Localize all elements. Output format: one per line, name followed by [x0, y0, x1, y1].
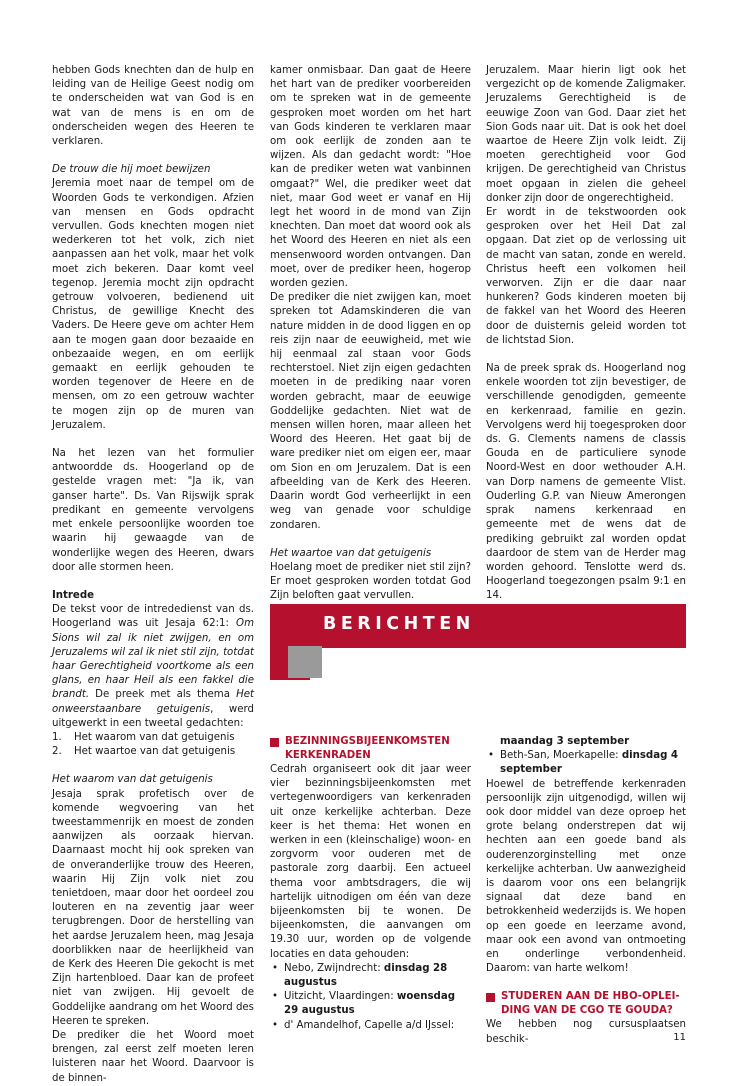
subheading: De trouw die hij moet bewijzen [52, 164, 211, 176]
section-heading: Intrede [52, 589, 95, 601]
list-item: • Nebo, Zwijndrecht: dinsdag 28 augustus [272, 962, 448, 989]
list-item: • d' Amandelhof, Capelle a/d IJssel: [272, 1019, 455, 1031]
column-3 [486, 64, 686, 632]
page-number: 11 [673, 1032, 686, 1043]
decorative-square [288, 646, 322, 678]
paragraph: hebben Gods knechten dan de hulp en leiding van de Heilige Geest nodig om te onderscheiden wat van God is en wat van de mens is en om de onderscheiden wegen des Heeren te verklaren. [52, 65, 254, 148]
news-heading: STUDEREN AAN DE HBO-OPLEI- DING VAN DE CGO TE GOUDA? [486, 990, 686, 1018]
paragraph: Na het lezen van het formulier antwoordde ds. Hoogerland op de gestelde vragen met: "Ja ik, van ganser harte". Ds. Van Rijswijk sprak predikant en gemeente vervolgens met enkele persoonlijke woorden toe waarin hij gewaagde van de wonderlijke wegen des Heeren, dwars door alle stormen heen. [52, 448, 254, 573]
news-heading: BEZINNINGSBIJEENKOMSTEN KERKENRADEN [270, 735, 471, 763]
news-column-1 [270, 735, 471, 1033]
list-item: • Uitzicht, Vlaardingen: woensdag 29 augustus [272, 991, 456, 1017]
paragraph: Hoelang moet de prediker niet stil zijn? Er moet gesproken worden totdat God Zijn beloften gaat vervullen. [270, 561, 471, 602]
list-item: • Beth-San, Moerkapelle: dinsdag 4 september [488, 750, 679, 776]
column-2 [270, 64, 471, 618]
banner-title: BERICHTEN [323, 614, 475, 634]
subheading: Het waartoe van dat getuigenis [270, 547, 432, 559]
news-column-2 [486, 735, 686, 1047]
paragraph: We hebben nog cursusplaatsen beschik- [486, 1019, 686, 1045]
square-bullet-icon [486, 993, 495, 1002]
paragraph: Jesaja sprak profetisch over de komende wegvoering van het tweestammenrijk en moest de zonden aanwijzen als oorzaak hiervan. Daarnaast mocht hij ook spreken van de onveranderlijke trouw des Heeren, waarin Hij Zijn volk niet zou tenietdoen, maar door het oordeel zou louteren en na zeventig jaar weer terugbrengen. Door de herstelling van het aardse Jeruzalem heen, mag Jesaja doorblikken naar de heerlijkheid van de Kerk des Heeren Die gekocht is met Zijn hartenbloed. Daar kan de profeet niet van zwijgen. Hij gevoelt de Goddelijke aandrang om het Woord des Heeren te spreken. [52, 788, 254, 1027]
paragraph: Na de preek sprak ds. Hoogerland nog enkele woorden tot zijn bevestiger, de verschillende genodigden, gemeente en kerkenraad, familie en gezin. Vervolgens werd hij toegesproken door ds. G. Clements namens de classis Gouda en de particuliere synode Noord-West en door wethouder A.H. van Dorp namens de gemeente Vlist. Ouderling G.P. van Nieuw Amerongen sprak namens kerkenraad en gemeente met de wens dat de prediking gebruikt zal worden opdat daardoor de stem van de Herder mag worden gehoord. Tenslotte werd ds. Hoogerland toegezongen psalm 9:1 en 14. [486, 363, 686, 602]
column-1 [52, 64, 254, 1086]
paragraph: Er wordt in de tekstwoorden ook gesproken over het Heil Dat zal opgaan. Dat ziet op de verlossing uit de macht van satan, zonde en wereld. Christus heeft een volkomen heil verworven. Zijn er die daar naar hunkeren? Gods kinderen moeten bij de fakkel van het Woord des Heeren door de duisternis geleid worden tot de lichtstad Sion. [486, 207, 686, 346]
paragraph: De tekst voor de intrededienst van ds. Hoogerland was uit Jesaja 62:1: Om Sions wil zal ik niet zwijgen, en om Jeruzalems wil zal ik niet stil zijn, totdat haar Gerechtigheid voortkome als een glans, en haar Heil als een fakkel die brandt. De preek met als thema Het onweerstaanbare getuigenis, werd uitgewerkt in een tweetal gedachten: [52, 604, 254, 729]
list-item: 2. Het waartoe van dat getuigenis [52, 746, 236, 758]
paragraph: Hoewel de betreffende kerkenraden persoonlijk zijn uitgenodigd, willen wij ook door middel van deze oproep het grote belang onderstrepen dat wij hechten aan een goede band als ouderenzorginstelling met onze kerkelijke achterban. Uw aanwezigheid is daarom voor ons een belangrijk signaal dat deze band en betrokkenheid wederzijds is. We hopen op een goede en leerzame avond, maar ook een avond van ontmoeting en onderlinge verbondenheid. Daarom: van harte welkom! [486, 778, 686, 975]
section-banner [270, 604, 686, 648]
paragraph: De prediker die niet zwijgen kan, moet spreken tot Adamskinderen die van nature midden in de dood liggen en op reis zijn naar de eeuwigheid, met wie hij eenmaal zal staan voor Gods rechterstoel. Niet zijn eigen gedachten moeten in de prediking naar voren worden gebracht, maar de eeuwige Goddelijke gedachten. Niet wat de mensen willen horen, maar alleen het Woord des Heeren. Het gaat bij de ware prediker niet om eigen eer, maar om Sion en om Jeruzalem. Dat is een afbeelding van de Kerk des Heeren. Daarin wordt God verheerlijkt in een weg van genade voor schuldige zondaren. [270, 292, 471, 531]
numbered-list [52, 731, 254, 759]
paragraph: Cedrah organiseert ook dit jaar weer vier bezinningsbijeenkomsten met vertegenwoordigers van kerkenraden uit onze kerkelijke achterban. Deze keer is het thema: Het wonen en werken in een (kleinschalige) woon- en zorgvorm voor ouderen met de pastorale zorg daarbij. Een actueel thema voor ambtsdragers, die wij hartelijk uitnodigen om één van deze bijeenkomsten bij te wonen. De bijeenkomsten, die aanvangen om 19.30 uur, worden op de volgende locaties en data gehouden: [270, 764, 471, 960]
paragraph: Jeremia moet naar de tempel om de Woorden Gods te verkondigen. Afzien van mensen en Gods opdracht vervullen. Gods knechten mogen niet wederkeren tot het volk, zich niet aanpassen aan het volk, maar het volk moet zich bekeren. Daar komt veel tegenop. Jeremia mocht zijn opdracht getrouw volvoeren, bedienend uit Christus, de gewillige Knecht des Vaders. De Heere geve om achter Hem aan te mogen gaan door bezaaide en onbezaaide wegen, en om eerlijk gemaakt en eerlijk gehouden te worden tegenover de Heere en de mensen, om zo een getrouw wachter te mogen zijn op de muren van Jeruzalem. [52, 178, 254, 431]
paragraph: kamer onmisbaar. Dan gaat de Heere het hart van de prediker voorbereiden om te spreken wat in de gemeente gesproken moet worden om het hart van Gods kinderen te verklaren maar om ook eerlijk de zonden aan te wijzen. Als dan gedacht wordt: "Hoe kan de prediker weten wat vanbinnen omgaat?" Wel, die prediker weet dat niet, maar God weet er vanaf en Hij legt het woord in de mond van Zijn knechten. Dan moet dat woord ook als het Woord des Heeren en niet als een mensenwoord worden ontvangen. Dan moet, over de prediker heen, hogerop worden gezien. [270, 65, 471, 290]
paragraph: De prediker die het Woord moet brengen, zal eerst zelf moeten leren luisteren naar het Woord. Daarvoor is de binnen- [52, 1030, 254, 1084]
square-bullet-icon [270, 738, 279, 747]
list-item: 1. Het waarom van dat getuigenis [52, 731, 235, 743]
list-item-continued: maandag 3 september [500, 736, 630, 747]
paragraph: Jeruzalem. Maar hierin ligt ook het vergezicht op de komende Zaligmaker. Jeruzalems Gerechtigheid is de eeuwige Zoon van God. Daar ziet het Sion Gods naar uit. Dat is ook het doel waartoe de Heere Zijn volk leidt. Zij moeten gerechtigheid voor God krijgen. De gerechtigheid van Christus moet opgaan in zielen die geheel donker zijn door de ongerechtigheid. [486, 65, 686, 204]
subheading: Het waarom van dat getuigenis [52, 774, 213, 786]
